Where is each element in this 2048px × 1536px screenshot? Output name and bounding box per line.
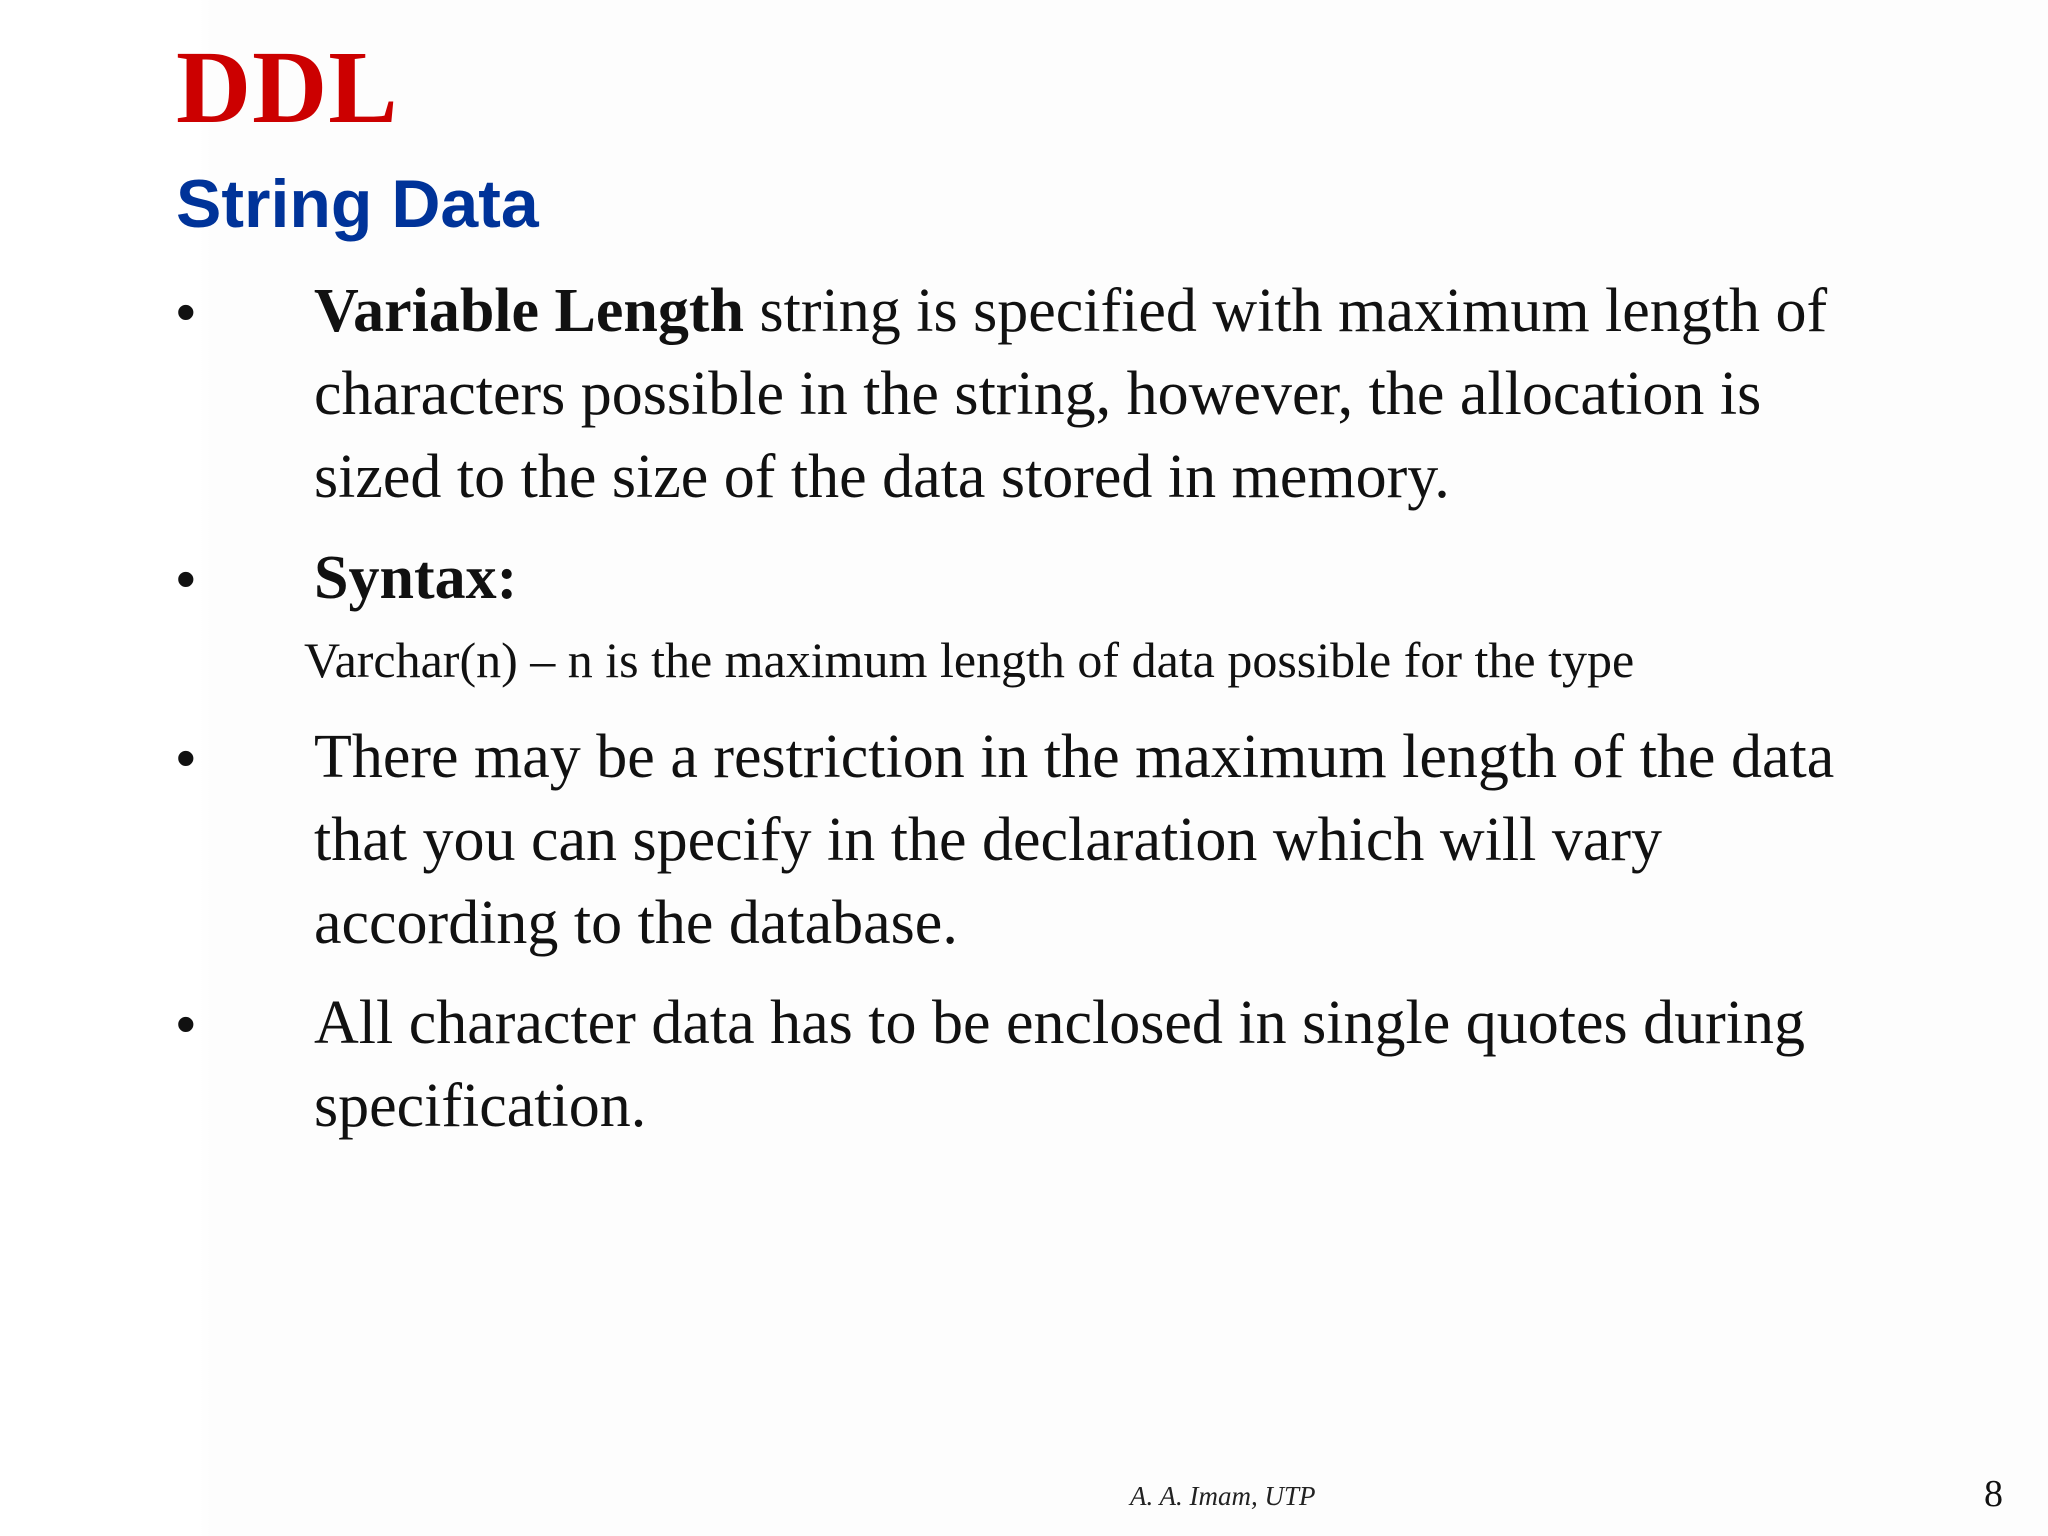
slide-subtitle: String Data <box>176 166 539 242</box>
bullet-line <box>314 270 2048 353</box>
bold-term: Variable Length <box>314 277 745 345</box>
bullet-text <box>314 270 2048 519</box>
bullet-marker: • <box>176 726 196 789</box>
bullet-marker: • <box>176 280 196 343</box>
bullet-marker: • <box>176 547 196 610</box>
syntax-example: Varchar(n) – n is the maximum length of data possible for the type <box>304 632 1635 688</box>
footer-author: A. A. Imam, UTP <box>1130 1481 1316 1511</box>
bullet-line: sized to the size of the data stored in memory. <box>314 443 1450 511</box>
slide-title: DDL <box>176 30 399 145</box>
bullet-text <box>314 537 2048 620</box>
bullet-line: that you can specify in the declaration which will vary <box>314 806 1663 874</box>
bold-term: Syntax: <box>314 544 518 612</box>
bullet-line: according to the database. <box>314 889 958 957</box>
bullet-text <box>314 982 2048 1148</box>
bullet-text <box>314 716 2048 965</box>
bullet-line: specification. <box>314 1072 647 1140</box>
bullet-line: characters possible in the string, however, the allocation is <box>314 360 1762 428</box>
bullet-line: There may be a restriction in the maximum length of the data <box>314 723 1835 791</box>
bullet-marker: • <box>176 992 196 1055</box>
bullet-line-text: string is specified with maximum length of <box>744 277 1828 345</box>
page-number: 8 <box>1984 1473 2003 1515</box>
bullet-line: All character data has to be enclosed in single quotes during <box>314 989 1805 1057</box>
